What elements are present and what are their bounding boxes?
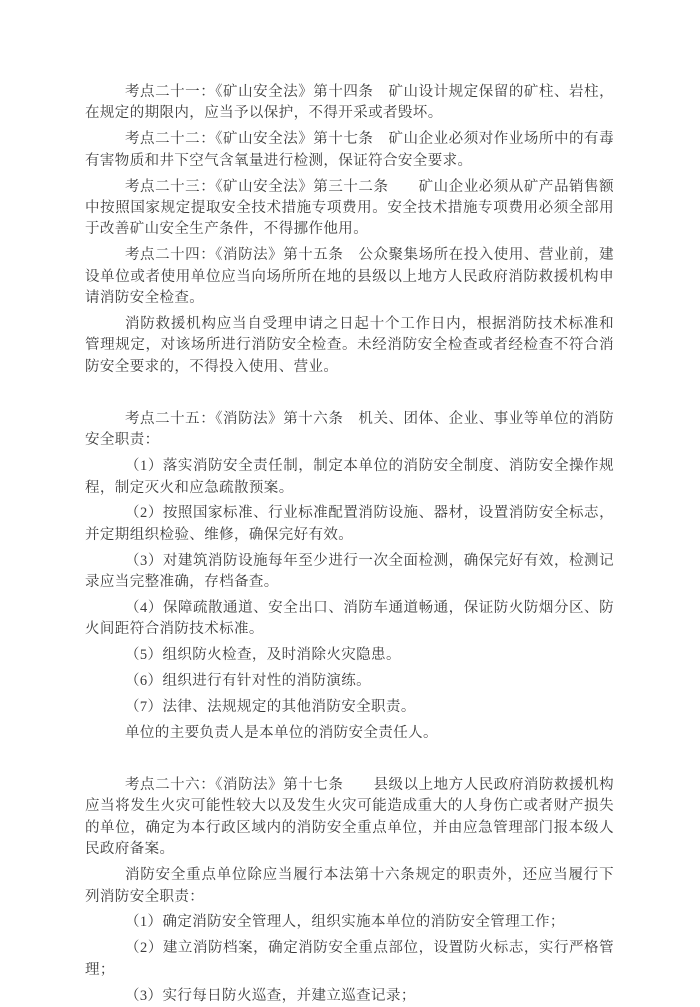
blank-line [85,383,614,409]
exam-point-25-paragraph: 考点二十五：《消防法》第十六条 机关、团体、企业、事业等单位的消防安全职责： [85,410,614,449]
key-unit-duty-item-3: （3）实行每日防火巡查，并建立巡查记录； [125,987,416,1004]
exam-point-23-paragraph: 考点二十三：《矿山安全法》第三十二条 矿山企业必须从矿产品销售额中按照国家规定提取安全技术措施专项费用。安全技术措施专项费用必须全部用于改善矿山安全生产条件，不得挪作他用。 [85,178,614,238]
exam-point-22-paragraph: 考点二十二：《矿山安全法》第十七条 矿山企业必须对作业场所中的有毒有害物质和井下空气含氧量进行检测，保证符合安全要求。 [85,131,614,169]
fire-inspection-body-paragraph: 消防救援机构应当自受理申请之日起十个工作日内，根据消防技术标准和管理规定，对该场所进行消防安全检查。未经消防安全检查或者经检查不符合消防安全要求的，不得投入使用、营业。 [85,316,614,375]
fire-duty-item-4: （4）保障疏散通道、安全出口、消防车通道畅通，保证防火防烟分区、防火间距符合消防技术标准。 [85,600,614,638]
fire-duty-item-3: （3）对建筑消防设施每年至少进行一次全面检测，确保完好有效，检测记录应当完整准确，存档备查。 [85,552,614,591]
exam-point-21-paragraph: 考点二十一：《矿山安全法》第十四条 矿山设计规定保留的矿柱、岩柱，在规定的期限内，应当予以保护，不得开采或者毁坏。 [85,84,614,122]
fire-duty-item-7: （7）法律、法规规定的其他消防安全职责。 [125,699,416,716]
fire-duty-item-2: （2）按照国家标准、行业标准配置消防设施、器材，设置消防安全标志，并定期组织检验、维修，确保完好有效。 [85,505,614,543]
fire-duty-item-6: （6）组织进行有针对性的消防演练。 [125,673,372,690]
key-unit-duty-item-2: （2）建立消防档案，确定消防安全重点部位，设置防火标志，实行严格管理； [85,940,614,978]
fire-duty-item-5: （5）组织防火检查，及时消除火灾隐患。 [125,647,401,664]
blank-line [85,749,614,775]
exam-point-24-paragraph: 考点二十四：《消防法》第十五条 公众聚集场所在投入使用、营业前，建设单位或者使用单位应当向场所所在地的县级以上地方人民政府消防救援机构申请消防安全检查。 [85,247,614,307]
fire-duty-item-1: （1）落实消防安全责任制，制定本单位的消防安全制度、消防安全操作规程，制定灭火和应急疏散预案。 [85,458,614,496]
exam-point-26-paragraph: 考点二十六：《消防法》第十七条 县级以上地方人民政府消防救援机构应当将发生火灾可能性较大以及发生火灾可能造成重大的人身伤亡或者财产损失的单位，确定为本行政区域内的消防安全重点单位，并由应急管理部门报本级人民政府备案。 [85,776,614,858]
key-unit-duties-intro-paragraph: 消防安全重点单位除应当履行本法第十六条规定的职责外，还应当履行下列消防安全职责： [85,867,614,905]
responsible-person-paragraph: 单位的主要负责人是本单位的消防安全责任人。 [125,725,438,742]
key-unit-duty-item-1: （1）确定消防安全管理人，组织实施本单位的消防安全管理工作； [125,914,565,931]
